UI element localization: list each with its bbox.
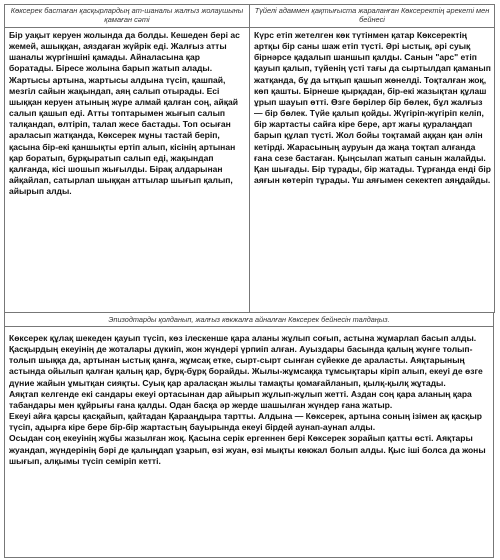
answer-paragraph: Көксерек құлақ шекеден қауып түсіп, көз ілескенше қара аланы жұлып соғып, астына жұмарлап басып алды.	[9, 333, 477, 343]
column-2-text-cell	[250, 28, 495, 313]
episode-2-text: Күрс етіп жетелген көк түтінмен қатар Көксеректің артқы бір саны шаж етіп түсті. Әрі ыстық, әрі суық бірнәрсе қадалып шаншып қалды. Санын "арс" етіп қауып қалып, түйенің үсті тағы да сыртылдап қаманып жатқанда, бұ да ытқып қашып жөнелді. Тоқталған жоқ, көп қашты. Бірнеше қырқадан, бір-екі жазықтан құлаш ұрып шауып өтті. Өзге бөрілер бір бөлек, бұл жалғыз — бір бөлек. Түйе қалып қойды. Жүгіріп-жүгіріп келіп, бір жартасты сайға кіре бере, арт жағы қуралаңдап барып құлап түсті. Жол бойы тоқтамай аққан қан әлін кетірді. Жарасының ауруын да жаңа тоқтап алғанда ғана сезе бастаған. Қыңсылап жатып санын жалайды. Қан шығады. Бір тұрады, бір жатады. Тұрғанда енді бір аяғын көтеріп тұрады. Үш аяғымен секектеп аяңдайды.	[254, 30, 491, 186]
task-caption: Эпизодтарды қолданып, жалғыз көкжалға айналған Көксерек бейнесін талдаңыз.	[4, 313, 494, 327]
column-2-header: Түйелі адаммен қақтығыста жараланған Көксеректің әрекеті мен бейнесі	[250, 5, 495, 28]
answer-paragraph: Аяқтап келгенде екі сандары екеуі ортасынан дар айырып жұлып-жұлып жетті. Аздан соң қара аланың қара табандары мен құйрығы ғана қалды. Одан басқа әр жерде шашылған жүндер ғана жатыр.	[9, 388, 472, 410]
worksheet	[4, 4, 494, 558]
answer-paragraph: Екеуі айға қарсы қасқайып, қайтадан Қарааңдыра тартты. Алдына — Көксерек, артына соның ізімен ақ қасқыр түсіп, адырға кіре бере бір-бір жартастың бауырында екеуі бірдей аунап-аунап алды.	[9, 411, 482, 433]
episode-1-text: Бір уақыт керуен жолында да болды. Кешеден бері ас жемей, ашыққан, аяздаған жүйрік еді. Жалғыз атты шаналы жүргіншіні қамады. Айналасына қар боратады. Біресе жолына барып жатып алады. Жартысы артына, жартысы алдына түсіп, қашпай, мезгіл сайын жақындап, аяң салып отырады. Есі шыққан керуен атының жүре алмай қалған соң, айқай салып қашып еді. Атты топтарымен жығып салып талқандап, өлтіріп, талап жесе бастады. Топ осыған араласып жатқанда, Көксерек мұны тастай беріп, қасына бір-екі қаншықты ертіп алып, кісінің артынан қар боратып, бұрқыратып салып еді, жақындап қалғанда, кісі шошып жығылды. Бірақ алдарынан айқайлап, сатырлап шыққан аттылар шығып қалып, айырып алды.	[9, 30, 240, 197]
episodes-table	[4, 4, 495, 313]
answer-paragraph: Қасқырдың екеуінің де жоталары дүкиіп, жон жүндері үрпиіп алған. Ауыздары басында қалың жүнге толып-толып шыққа да, артынан ыстық қанға, жұмсақ етке, сырт-сырт сынған сүйекке де араласты. Аяқтарының астында ойылып қалған қалың қар, бұрқ-бұрқ борайды. Жылы-жұмсаққа тұмсықтары кіріп алып, екеуі де өзге дүние жайын ұмытқан сияқты. Суық қар араласқан жылы тамақты қомағайланып, қылқ-қылқ жұтады.	[9, 344, 483, 388]
column-1-header: Көксерек бастаған қасқырлардың ат-шаналы жалғыз жолаушыны қамаған сәті	[5, 5, 250, 28]
column-1-text-cell	[5, 28, 250, 313]
answer-box	[4, 327, 494, 558]
answer-paragraph: Осыдан соң екеуінің жұбы жазылған жоқ. Қасына серік ергеннен бері Көксерек зорайып қатты өсті. Аяқтары жуандап, жүндерінің бәрі де қалыңдап ұзарып, өзі жуан, өзі мықты көкжал болып алды. Қыс іші болса да жоны шығып, алқымы түсіп семіріп кетті.	[9, 433, 486, 466]
